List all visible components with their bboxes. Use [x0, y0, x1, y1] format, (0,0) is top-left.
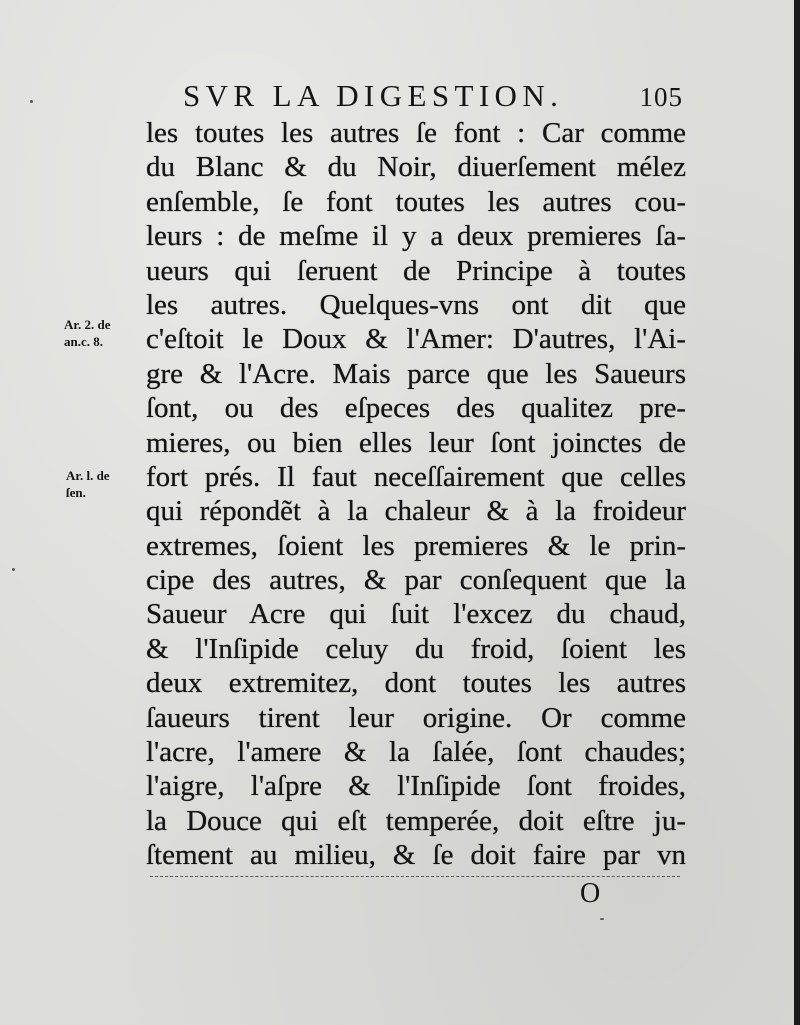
text-line: mieres, ou bien elles leur ſont joinctes de — [146, 426, 686, 459]
margin-note-line: Ar. 2. de — [64, 317, 111, 332]
margin-note-line: Ar. l. de — [66, 468, 110, 483]
text-line: c'eſtoit le Doux & l'Amer: D'autres, l'Ai- — [146, 323, 686, 356]
text-line: gre & l'Acre. Mais parce que les Saueurs — [146, 357, 686, 390]
page-edge-shadow — [794, 0, 800, 1025]
text-line: ſont, ou des eſpeces des qualitez pre- — [146, 392, 686, 425]
paper-speck — [12, 568, 15, 571]
margin-note-aristotle-de-sensu — [66, 467, 110, 501]
text-line: ſtement au milieu, & ſe doit faire par vn — [146, 839, 686, 872]
catchword: O — [580, 878, 601, 909]
text-line: & l'Inſipide celuy du froid, ſoient les — [146, 632, 686, 665]
text-line: les toutes les autres ſe font : Car comme — [146, 117, 686, 149]
text-line: l'aigre, l'aſpre & l'Inſipide ſont froides, — [146, 770, 686, 803]
text-line: qui répondẽt à la chaleur & à la froideur — [146, 495, 686, 528]
page-header — [183, 78, 683, 118]
text-line: leurs : de meſme il y a deux premieres ſa- — [146, 220, 686, 253]
text-line: enſemble, ſe font toutes les autres cou- — [146, 185, 686, 218]
running-title: SVR LA DIGESTION. — [183, 78, 564, 113]
text-line: ſaueurs tirent leur origine. Or comme — [146, 701, 686, 734]
text-line: du Blanc & du Noir, diuerſement mélez — [146, 151, 686, 184]
body-text — [146, 116, 686, 873]
page-number: 105 — [639, 82, 683, 112]
text-line: fort prés. Il faut neceſſairement que celles — [146, 460, 686, 493]
text-line: les autres. Quelques-vns ont dit que — [146, 288, 686, 321]
text-line: la Douce qui eſt temperée, doit eſtre ju- — [146, 804, 686, 837]
paper-speck — [600, 918, 604, 920]
text-line: extremes, ſoient les premieres & le prin- — [146, 529, 686, 562]
text-line: ueurs qui ſeruent de Principe à toutes — [146, 254, 686, 287]
margin-note-aristotle-de-anima — [64, 316, 110, 350]
text-line: l'acre, l'amere & la ſalée, ſont chaudes; — [146, 736, 686, 769]
margin-note-line: an.c. 8. — [64, 334, 103, 349]
text-line: deux extremitez, dont toutes les autres — [146, 667, 686, 700]
text-line: Saueur Acre qui ſuit l'excez du chaud, — [146, 598, 686, 631]
bottom-rule — [150, 876, 680, 877]
text-line: cipe des autres, & par conſequent que la — [146, 564, 686, 597]
margin-note-line: ſen. — [66, 485, 86, 500]
paper-speck — [30, 100, 33, 103]
